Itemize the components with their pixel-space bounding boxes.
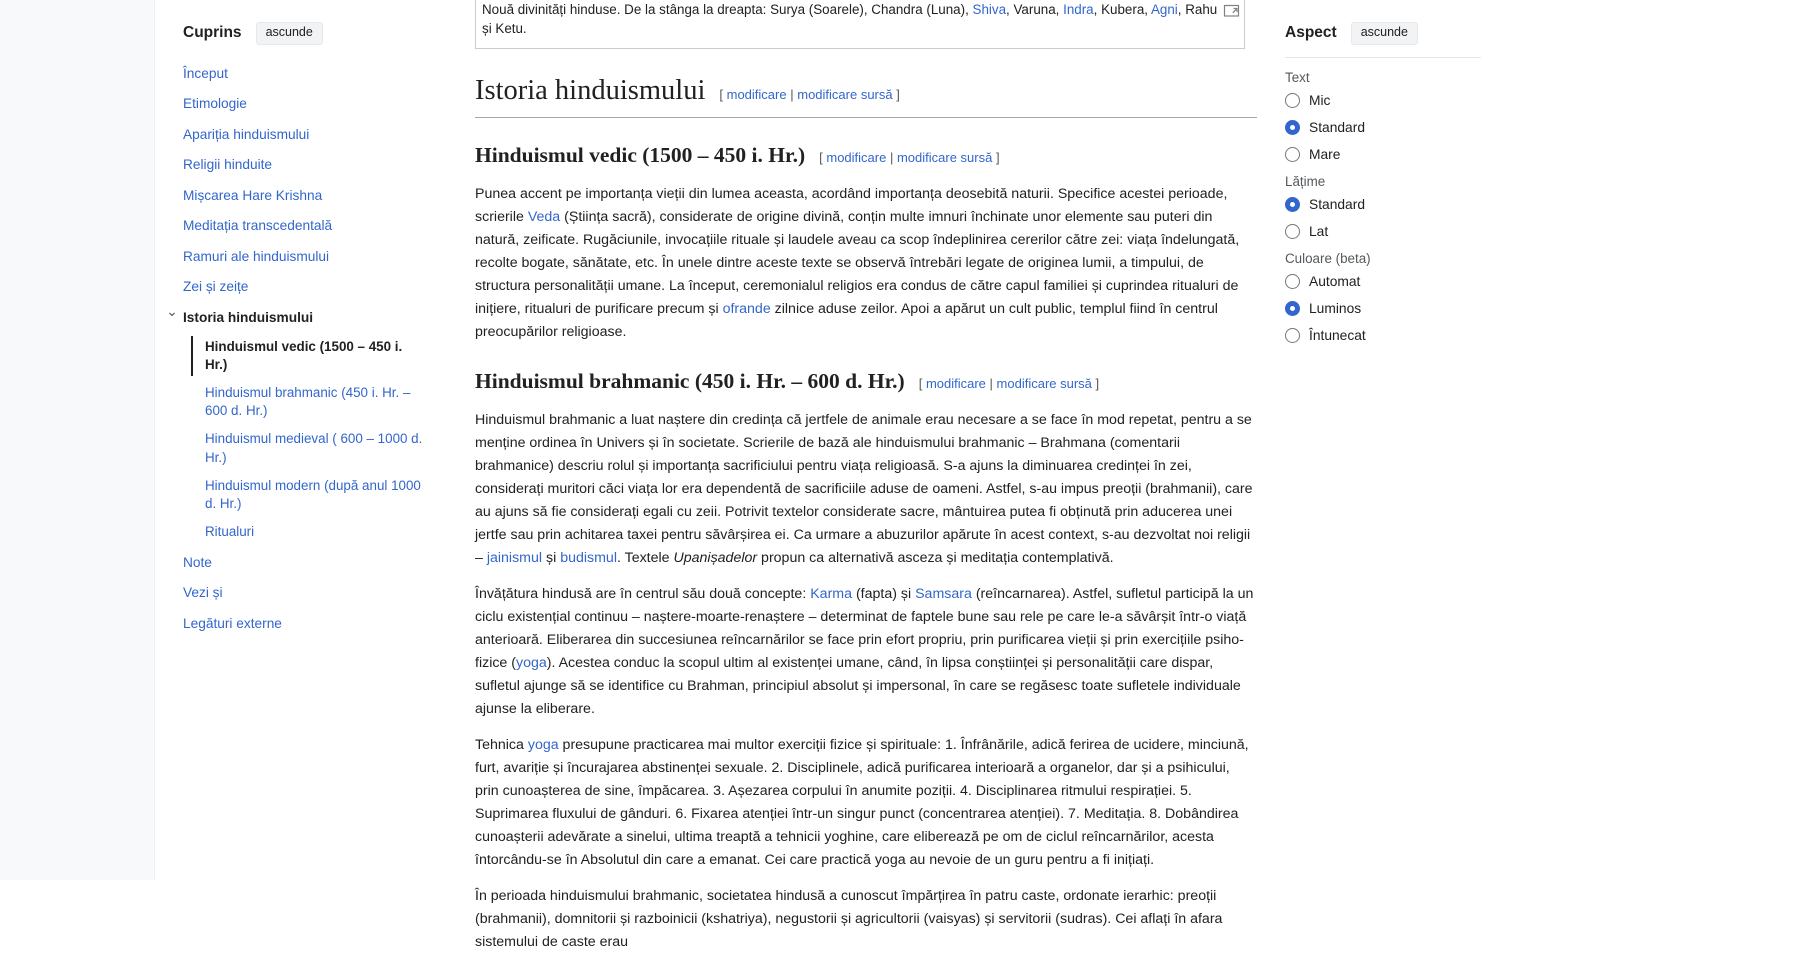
text-run: ). Acestea conduc la scopul ultim al existenței umane, când, în lipsa conștiinței și personalității care dispar, sufletul ajunge să se identifice cu Brahman, principiul absolut și impersonal, în care se regăsesc toate sufletele individuale ajunse la eliberare.: [475, 654, 1241, 717]
divider: [1285, 57, 1481, 58]
toc-item: [183, 181, 427, 211]
toc-hide-button[interactable]: ascunde: [256, 22, 323, 45]
bracket-open: [: [719, 86, 723, 102]
caption-text-3: , Kubera,: [1093, 2, 1151, 17]
inline-link[interactable]: yoga: [516, 654, 547, 671]
text-run: (fapta) și: [852, 585, 916, 602]
appearance-option[interactable]: [1285, 274, 1501, 289]
text-run: (Știința sacră), considerate de origine divină, conțin multe imnuri închinate unor elemente sau puteri din natură, zeificate. Rugăciunile, invocațiile rituale și laudele aveau ca scop îndeplinirea cererilor către zei: viața îndelungată, recolte bogate, sănătate, etc. În unele dintre aceste texte se observă întrebări legate de originea lumii, a timpului, de structura personalității umane. La început, ceremonialul religios era condus de către capul familiei și cuprindea ritualuri de inițiere, ritualuri de purificare precum și: [475, 208, 1240, 317]
toc-link[interactable]: Religii hinduite: [183, 157, 273, 173]
text-run: Învățătura hindusă are în centrul său două concepte:: [475, 585, 811, 602]
appearance-group-label: Lățime: [1285, 173, 1326, 189]
edit-source-link[interactable]: modificare sursă: [797, 86, 893, 102]
appearance-header: [1285, 22, 1501, 45]
toc-link[interactable]: Note: [183, 554, 212, 570]
caption-link-indra[interactable]: Indra: [1063, 2, 1094, 17]
text-run: În perioada hinduismului brahmanic, societatea hindusă a cunoscut împărțirea în patru caste, ordonate ierarhic: preoții (brahmanii), domnitorii și razboinicii (kshatriya), negustorii și agricultorii (vaisyas) și servitorii (sudras). Cei aflați în afara sistemului de caste erau: [475, 887, 1223, 950]
appearance-panel: [1265, 0, 1525, 880]
appearance-groups: [1285, 70, 1501, 343]
appearance-option[interactable]: [1285, 224, 1501, 239]
text-run: (reîncarnarea). Astfel, sufletul participă la un ciclu existențial continuu – naștere-moarte-renaștere – determinat de faptele bune sau rele pe care le-a săvârșit într-o viață anterioară. Eliberarea din succesiunea reîncarnărilor se face prin efort propriu, prin purificarea vieții și prin exercițiile psiho-fizice (: [475, 585, 1254, 671]
toc-item: [183, 548, 427, 578]
appearance-option[interactable]: [1285, 120, 1501, 135]
toc-link[interactable]: Legături externe: [183, 615, 282, 631]
radio-label: Lat: [1309, 223, 1329, 239]
radio-button[interactable]: [1285, 120, 1300, 135]
text-run: . Textele: [616, 549, 674, 566]
section-heading: [475, 142, 1265, 170]
appearance-option[interactable]: [1285, 328, 1501, 343]
toc-list: [166, 59, 427, 640]
toc-item: [183, 242, 427, 272]
radio-label: Standard: [1309, 196, 1365, 212]
toc-item: [183, 272, 427, 302]
appearance-group-label: Culoare (beta): [1285, 250, 1371, 266]
appearance-group-label: Text: [1285, 69, 1310, 85]
page-title: [475, 75, 1257, 118]
radio-label: Mare: [1309, 146, 1341, 162]
toc-sublink[interactable]: Ritualuri: [205, 523, 255, 539]
appearance-option[interactable]: [1285, 93, 1501, 108]
toc-item: [183, 609, 427, 639]
text-run: Punea accent pe importanța vieții din lumea aceasta, acordând importanța deosebită naturii. Specifice acestei perioade, scrierile: [475, 185, 1228, 225]
toc-item: [166, 302, 427, 546]
appearance-hide-button[interactable]: ascunde: [1351, 22, 1418, 45]
toc-link[interactable]: Vezi și: [183, 585, 223, 601]
separator: |: [889, 149, 894, 165]
edit-source-link[interactable]: modificare sursă: [996, 375, 1092, 391]
radio-button[interactable]: [1285, 224, 1300, 239]
bracket-open: [: [918, 375, 923, 391]
section-edit-links: [919, 376, 1099, 393]
section-edit-links: [819, 150, 999, 167]
radio-button[interactable]: [1285, 147, 1300, 162]
radio-button[interactable]: [1285, 93, 1300, 108]
article-sections: [457, 142, 1265, 954]
toc-link[interactable]: Istoria hinduismului: [183, 309, 314, 325]
radio-label: Mic: [1309, 92, 1331, 108]
edit-link[interactable]: modificare: [925, 375, 986, 391]
inline-link[interactable]: Karma: [810, 585, 853, 602]
article-content: [445, 0, 1265, 950]
toc-sublink[interactable]: Hinduismul brahmanic (450 i. Hr. – 600 d. Hr.): [205, 385, 411, 419]
text-run: Hinduismul brahmanic a luat naștere din credința că jertfele de animale erau necesare a se face în mod repetat, pentru a se menține ordinea în Univers și în societate. Scrierile de bază ale hinduismului brahmanic – Brahmana (comentarii brahmanice) descriu rolul și importanța sacrificiului pentru viața religioasă. S-a ajuns la diminuarea credinței în zei, considerați muritori căci viața lor era dependentă de sacrificiile aduse de oameni. Astfel, s-au impus preoții (brahmanii), care au ajuns să fie considerați egali cu zeii. Potrivit textelor considerate sacre, mântuirea putea fi obținută prin aducerea unei jertfe sau prin achitarea taxei pentru săvârșirea ei. Ca urmare a abuzurilor apărute în acest context, s-au dezvoltat noi religii –: [475, 411, 1253, 566]
toc-sublist: [183, 333, 427, 546]
appearance-option[interactable]: [1285, 197, 1501, 212]
left-gutter: [0, 0, 155, 880]
toc-item: [183, 89, 427, 119]
text-run: și: [542, 549, 561, 566]
text-run: zilnice aduse zeilor. Apoi a apărut un cult public, templul fiind în centrul preocupărilor religioase.: [475, 300, 1218, 340]
table-of-contents: [155, 0, 445, 880]
toc-item: [183, 578, 427, 608]
bracket-close: ]: [896, 86, 900, 102]
edit-link[interactable]: modificare: [726, 86, 787, 102]
toc-header: [183, 22, 427, 45]
paragraph: [475, 409, 1257, 570]
toc-title: Cuprins: [183, 24, 242, 42]
toc-item: [183, 211, 427, 241]
paragraph: [475, 734, 1257, 872]
bracket-close: ]: [995, 149, 1000, 165]
section-heading-text: Hinduismul brahmanic (450 i. Hr. – 600 d. Hr.): [475, 368, 905, 393]
caption-text-4: , Rahu și Ketu.: [482, 2, 1218, 37]
toc-subitem: [205, 379, 427, 425]
bracket-close: ]: [1095, 375, 1100, 391]
caption-link-shiva[interactable]: Shiva: [972, 2, 1007, 17]
toc-subitem: [205, 518, 427, 546]
separator: |: [790, 86, 794, 102]
appearance-title: Aspect: [1285, 24, 1337, 42]
text-run: propun ca alternativă asceza și meditația contemplativă.: [757, 549, 1114, 566]
toc-link[interactable]: Meditația transcedentală: [183, 218, 333, 234]
toc-item: [183, 59, 427, 89]
radio-button[interactable]: [1285, 301, 1300, 316]
emphasis-text: Upanișadelor: [673, 549, 758, 566]
text-run: Tehnica: [475, 736, 528, 753]
section-heading-text: Hinduismul vedic (1500 – 450 i. Hr.): [475, 142, 806, 167]
radio-button[interactable]: [1285, 328, 1300, 343]
paragraph: [475, 885, 1257, 954]
radio-label: Întunecat: [1309, 327, 1366, 343]
inline-link[interactable]: jainismul: [486, 549, 543, 566]
radio-label: Luminos: [1309, 300, 1362, 316]
text-run: presupune practicarea mai multor exerciții fizice și spirituale: 1. Înfrânările, adică ferirea de ucidere, minciună, furt, avariție și încurajarea abstinenței sexuale. 2. Disciplinele, adică purificarea interioară a organelor, dar și a psihicului, prin cunoașterea de sine, împăcarea. 3. Așezarea corpului în anumite poziții. 4. Disciplinarea ritmului respirației. 5. Suprimarea fluxului de gânduri. 6. Fixarea atenției într-un singur punct (concentrarea atenției). 7. Meditația. 8. Dobândirea cunoașterii adevărate a sinelui, ultima treaptă a tehnicii yoghine, care eliberează pe om de ciclul reîncarnărilor, acesta întorcându-se în Absolutul din care a emanat. Cei care practică yoga au nevoie de un guru pentru a fi inițiați.: [475, 736, 1249, 868]
separator: |: [989, 375, 993, 391]
expand-icon[interactable]: [1223, 3, 1240, 18]
toc-link[interactable]: Etimologie: [183, 96, 247, 112]
toc-link[interactable]: Mișcarea Hare Krishna: [183, 187, 323, 203]
inline-link[interactable]: Veda: [527, 208, 561, 225]
paragraph: [475, 583, 1257, 721]
inline-link[interactable]: ofrande: [722, 300, 771, 317]
toc-subitem: [205, 425, 427, 471]
inline-link[interactable]: yoga: [527, 736, 559, 753]
toc-sublink[interactable]: Hinduismul vedic (1500 – 450 i. Hr.): [205, 339, 403, 373]
page-title-text: Istoria hinduismului: [475, 74, 706, 106]
appearance-option[interactable]: [1285, 301, 1501, 316]
caption-text-2: , Varuna,: [1006, 2, 1064, 17]
toc-link[interactable]: Apariția hinduismului: [183, 126, 310, 142]
appearance-option[interactable]: [1285, 147, 1501, 162]
section-heading: [475, 368, 1265, 396]
toc-subitem: [205, 333, 427, 379]
radio-button[interactable]: [1285, 197, 1300, 212]
radio-button[interactable]: [1285, 274, 1300, 289]
toc-item: [183, 150, 427, 180]
inline-link[interactable]: Samsara: [915, 585, 972, 602]
title-edit-links: [719, 87, 899, 102]
inline-link[interactable]: budismul: [560, 549, 617, 566]
toc-sublink[interactable]: Hinduismul medieval ( 600 – 1000 d. Hr.): [205, 431, 423, 465]
caption-text-1: Nouă divinități hinduse. De la stânga la dreapta: Surya (Soarele), Chandra (Luna),: [482, 2, 973, 17]
bracket-open: [: [819, 149, 823, 165]
toc-sublink[interactable]: Hinduismul modern (după anul 1000 d. Hr.): [205, 477, 421, 511]
chevron-down-icon[interactable]: ⌄: [166, 302, 178, 319]
caption-link-agni[interactable]: Agni: [1150, 2, 1178, 17]
radio-label: Automat: [1309, 273, 1361, 289]
edit-source-link[interactable]: modificare sursă: [896, 149, 993, 165]
radio-label: Standard: [1309, 119, 1365, 135]
toc-link[interactable]: Început: [183, 65, 228, 81]
toc-link[interactable]: Zei și zeițe: [183, 279, 249, 295]
edit-link[interactable]: modificare: [826, 149, 887, 165]
image-caption: [475, 0, 1245, 49]
paragraph: [475, 183, 1257, 344]
toc-subitem: [205, 472, 427, 518]
toc-item: [183, 120, 427, 150]
toc-link[interactable]: Ramuri ale hinduismului: [183, 248, 330, 264]
